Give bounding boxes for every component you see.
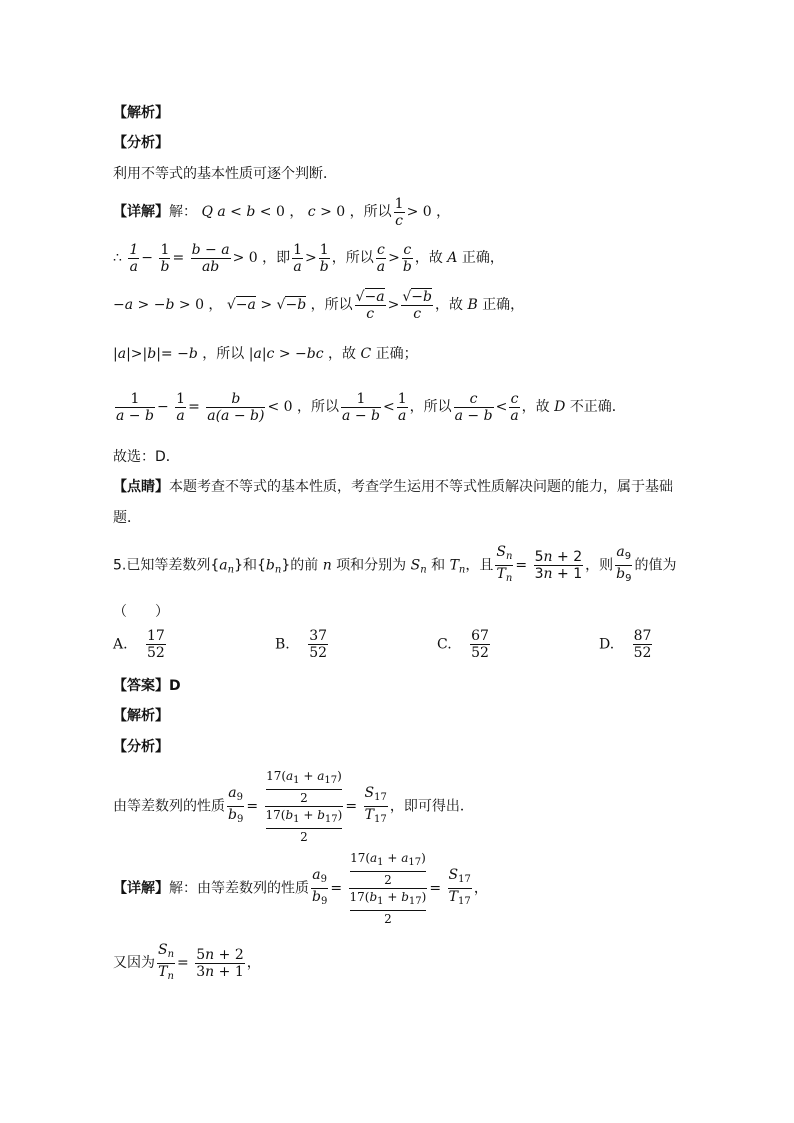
detail-line-1: 【详解】解： Q a < b < 0 ， c > 0 ，所以 $\frac{1}{c}$ > 0 ， <box>113 195 451 229</box>
q5-detail-line: 【详解】解：由等差数列的性质 $\frac{a_9}{b_9}$ = $17(a_1 + a_{17})$ 2 $17(b_1 + b_{17})$ 2 = $\frac{S_{17}}{T_{17}}$ ， <box>113 851 488 926</box>
option-c[interactable]: C. $\frac{67}{52}$ <box>437 628 489 661</box>
detail-line-5: $\frac{1}{a - b}$ − $\frac{1}{a}$ = $\frac{b}{a(a - b)}$ < 0 ，所以 $\frac{1}{a - b}$ < $\frac{1}{a}$ ，所以 $\frac{c}{a - b}$ < $\frac{c}{a}$ ，故 D 不正确． <box>116 390 626 424</box>
detail-label: 【详解】 <box>113 204 169 220</box>
detail-line-3: −a > −b > 0 ， √−a > √−b ，所以 $\frac{√-a}{c}$ > $\frac{√-b}{c}$ ，故 B 正确， <box>113 288 525 322</box>
detail-intro: 解： <box>169 204 197 220</box>
q5-jiexi-heading: 【解析】 <box>113 708 169 724</box>
q5-analysis-line: 由等差数列的性质 $\frac{a_9}{b_9}$ = $17(a_1 + a_{17})$ 2 $17(b_1 + b_{17})$ 2 = $\frac{S_{17}}{T_{17}}$ ，即可得出． <box>113 769 474 844</box>
option-d[interactable]: D. $\frac{87}{52}$ <box>599 628 652 661</box>
analysis-text: 利用不等式的基本性质可逐个判断． <box>113 166 337 182</box>
question-5-paren: （ ） <box>113 604 169 620</box>
q5-also-line: 又因为 $\frac{S_n}{T_n}$ = $\frac{5n + 2}{3n + 1}$ ， <box>113 941 261 982</box>
detail-line-2: ∴ $\frac{1}{a}$ − $\frac{1}{b}$ = $\frac{b - a}{ab}$ > 0 ，即 $\frac{1}{a}$ > $\frac{1}{b}$ ，所以 $\frac{c}{a}$ > $\frac{c}{b}$ ，故 A 正确， <box>113 241 504 275</box>
option-a[interactable]: A. $\frac{17}{52}$ <box>113 628 165 661</box>
comment-continuation: 题． <box>113 510 141 526</box>
jiexi-heading: 【解析】 <box>113 105 169 121</box>
q5-fenxi-heading: 【分析】 <box>113 739 169 755</box>
comment-label: 【点睛】 <box>113 479 169 495</box>
choice-text: 故选：D． <box>113 449 180 465</box>
comment-text: 本题考查不等式的基本性质，考查学生运用不等式性质解决问题的能力，属于基础 <box>169 479 673 495</box>
question-5-stem: 5.已知等差数列$\{a_n\}$和$\{b_n\}$的前 n 项和分别为 $S_n$ 和 $T_n$，且 $\frac{S_n}{T_n}$ = $\frac{5n + 2}{3n + 1}$ ，则 $\frac{a_9}{b_9}$ 的值为 <box>113 544 677 584</box>
fenxi-heading: 【分析】 <box>113 135 169 151</box>
option-b[interactable]: B. $\frac{37}{52}$ <box>275 628 328 661</box>
answer-line: 【答案】D <box>113 678 181 694</box>
comment-line <box>113 477 673 497</box>
detail-line-4: |a|>|b|= −b ，所以 |a|c > −bc ，故 C 正确； <box>113 346 418 362</box>
